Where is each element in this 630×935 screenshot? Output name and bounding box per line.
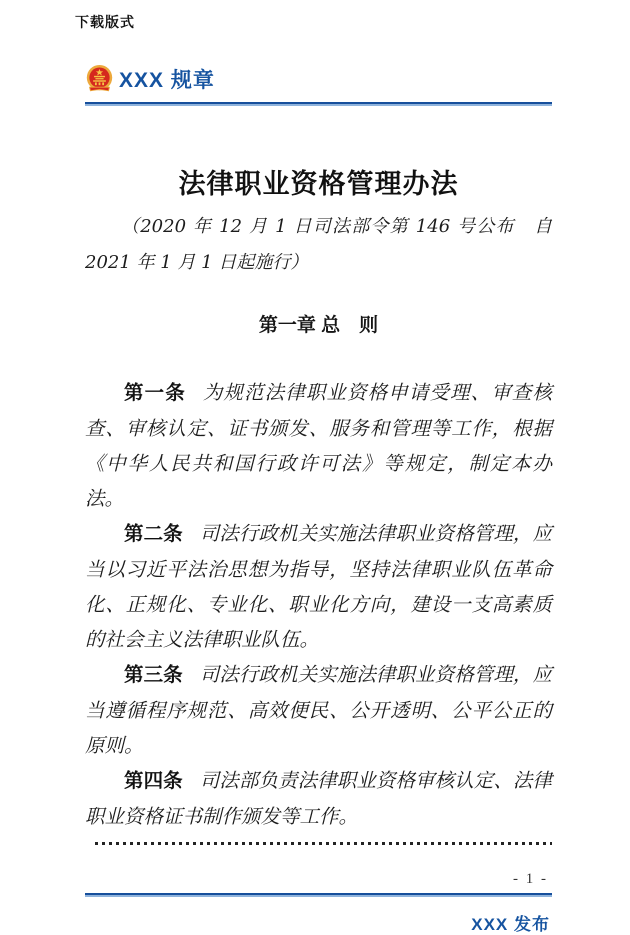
- header-brand: [85, 60, 552, 98]
- article-paragraph-1: [85, 375, 552, 516]
- truncation-dotted-line: [95, 842, 552, 845]
- document-title: 法律职业资格管理办法: [178, 169, 459, 199]
- article-paragraph-2: [85, 516, 552, 657]
- document-body: [85, 165, 552, 935]
- footer-divider: [85, 893, 552, 897]
- article-1-text: 为规范法律职业资格申请受理、审查核查、审核认定、证书颁发、服务和管理等工作，根据《中华人民共和国行政许可法》等规定，制定本办法。: [85, 381, 552, 510]
- article-4-text: 司法部负责法律职业资格审核认定、法律职业资格证书制作颁发等工作。: [85, 769, 552, 828]
- article-2-text: 司法行政机关实施法律职业资格管理，应当以习近平法治思想为指导，坚持法律职业队伍革命化、正规化、专业化、职业化方向，建设一支高素质的社会主义法律职业队伍。: [85, 522, 552, 651]
- article-paragraph-3: [85, 657, 552, 763]
- article-3-text: 司法行政机关实施法律职业资格管理，应当遵循程序规范、高效便民、公开透明、公平公正的原则。: [85, 663, 552, 757]
- chapter-heading: 第一章 总 则: [258, 315, 379, 336]
- article-3-label: 第三条: [124, 664, 183, 686]
- article-4-label: 第四条: [124, 770, 183, 792]
- article-1-label: 第一条: [124, 382, 186, 404]
- page-header: [85, 60, 552, 106]
- national-emblem-icon: [85, 62, 114, 96]
- header-divider: [85, 102, 552, 106]
- download-format-link[interactable]: 下载版式: [75, 16, 135, 31]
- promulgation-note: （2020 年 12 月 1 日司法部令第 146 号公布 自 2021 年 1 月 1 日起施行）: [85, 216, 552, 273]
- article-paragraph-4: [85, 763, 552, 834]
- articles-section: [85, 375, 552, 834]
- publisher-label: XXX 发布: [471, 915, 550, 934]
- header-badge-label: XXX 规章: [119, 69, 215, 92]
- article-2-label: 第二条: [124, 523, 183, 545]
- page-number: - 1 -: [513, 871, 548, 887]
